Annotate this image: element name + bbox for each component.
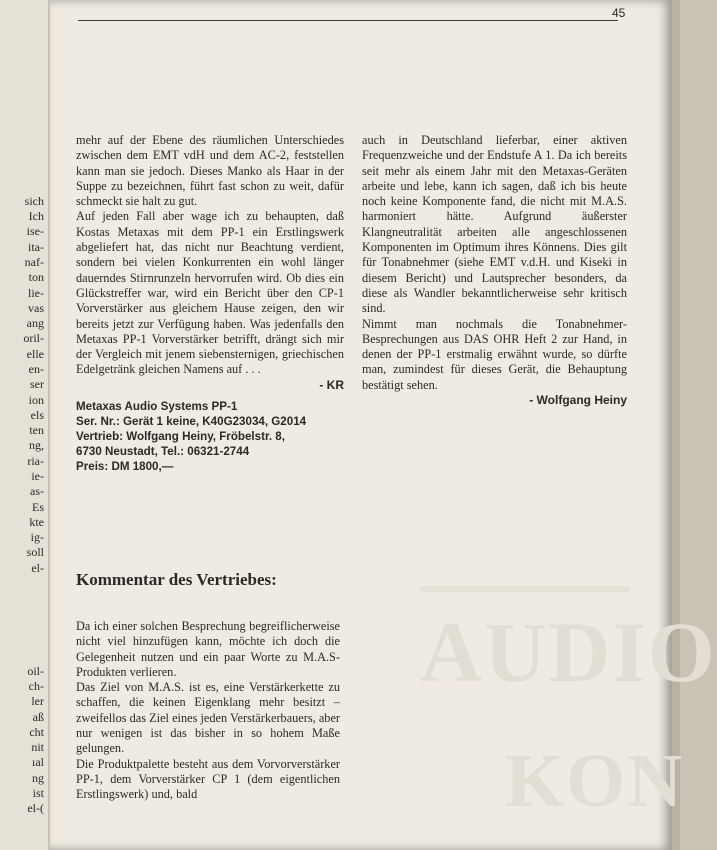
left-page-fragment: soll	[26, 545, 44, 559]
left-page-fragment: ser	[30, 377, 44, 391]
product-address: 6730 Neustadt, Tel.: 06321-2744	[76, 445, 250, 459]
paragraph: Die Produktpalette besteht aus dem Vorvorverstärker PP-1, dem Vorverstärker CP 1 (dem eigentlichen Erstlingswerk) und, bald	[76, 756, 340, 802]
left-page-fragment: ler	[31, 694, 44, 708]
watermark-kon: KON	[505, 739, 685, 823]
product-distribution: Vertrieb: Wolfgang Heiny, Fröbelstr. 8,	[76, 430, 285, 444]
paragraph: Da ich einer solchen Besprechung begreiflicherweise nicht viel hinzufügen kann, möchte ich doch die Gelegenheit nutzen und ein paar Worte zu M.A.S-Produkten verlieren.	[76, 619, 340, 679]
left-page-edge	[0, 0, 48, 850]
left-page-fragment: oil-	[27, 664, 44, 678]
left-page-fragment: ria-	[27, 454, 44, 468]
left-page-fragment: aß	[32, 710, 44, 724]
paragraph: Auf jeden Fall aber wage ich zu behaupten, daß Kostas Metaxas mit dem PP-1 ein Erstlingswerk abgeliefert hat, das nicht nur Beachtung verdient, sondern bei vielen Konkurrenten ein wohl länger dauerndes Stirnrunzeln hervorrufen wird. Ob dies ein Glückstreffer war, wird ein Bericht über den CP-1 Vorverstärker aus gleichem Hause zeigen, den wir bereits jetzt zur Verfügung haben. Was jedenfalls den Metaxas PP-1 Vorverstärker betrifft, drängt sich mir der Vergleich mit jenem siebensternigen, griechischen Edelgetränk gleichen Namens auf . . .	[76, 209, 344, 377]
product-serial: Ser. Nr.: Gerät 1 keine, K40G23034, G2014	[76, 415, 307, 429]
left-page-fragment: Es	[32, 500, 44, 514]
left-page-fragment: kte	[29, 515, 44, 529]
left-page-fragment: ng	[32, 771, 44, 785]
product-price: Preis: DM 1800,—	[76, 460, 174, 474]
left-page-fragment: ten	[29, 423, 44, 437]
left-page-fragment: en-	[28, 362, 44, 376]
author-signature: - KR	[319, 377, 344, 392]
left-page-fragment: naf-	[24, 255, 44, 269]
left-page-fragment: ie-	[31, 469, 44, 483]
paragraph: Nimmt man nochmals die Tonabnehmer-Besprechungen aus DAS OHR Heft 2 zur Hand, in denen der PP-1 erstmalig erwähnt wurde, so dürfte man, zumindest für dieses Gerät, die Behauptung bestätigt sehen.	[362, 316, 627, 392]
left-page-fragment: ise-	[26, 224, 44, 238]
section-heading: Kommentar des Vertriebes:	[76, 570, 277, 589]
left-page-fragment: vas	[28, 301, 44, 315]
page-number: 45	[612, 6, 626, 20]
left-page-fragment: els	[30, 408, 44, 422]
left-page-fragment: elle	[26, 347, 44, 361]
left-page-fragment: lie-	[28, 286, 44, 300]
left-page-fragment: Ich	[28, 209, 44, 223]
left-page-fragment: ion	[28, 393, 44, 407]
left-page-fragment: ang	[26, 316, 44, 330]
product-info	[76, 399, 344, 474]
left-page-fragment: sich	[24, 194, 44, 208]
left-page-fragment: nit	[31, 740, 44, 754]
watermark-audio: AUDIO	[420, 604, 717, 700]
product-name: Metaxas Audio Systems PP-1	[76, 400, 238, 414]
paragraph: Das Ziel von M.A.S. ist es, eine Verstärkerkette zu schaffen, die keinen Eigenklang mehr besitzt – zweifellos das Ziel eines jeden Verstärkerbauers, aber nur wenigen ist das bisher in so hohem Maße gelungen.	[76, 680, 340, 756]
left-page-fragment: cht	[29, 725, 44, 739]
article-column-2	[362, 133, 627, 408]
left-page-fragment: ton	[28, 270, 44, 284]
watermark-bleed-line	[420, 586, 630, 592]
paragraph: auch in Deutschland lieferbar, einer aktiven Frequenzweiche und der Endstufe A 1. Da ich bereits seit mehr als einem Jahr mit den Metaxas-Geräten arbeite und lebe, kann ich sagen, daß ich bis heute noch keine Komponente fand, die nicht mit M.A.S. harmoniert hätte. Aufgrund äußerster Klangneutralität arbeiten alle angeschlossenen Komponenten im Optimum ihres Könnens. Dies gilt für Tonabnehmer (siehe EMT v.d.H. und Kiseki in diesem Bericht) und Lautsprecher besonders, da diese als Wandler bekanntlicherweise sehr kritisch sind.	[362, 133, 627, 316]
left-page-fragment: as-	[30, 484, 44, 498]
paragraph: mehr auf der Ebene des räumlichen Unterschiedes zwischen dem EMT vdH und dem AC-2, feststellen kann man sie jedoch. Dieses Manko als Haar in der Suppe zu bezeichnen, führt fast schon zu weit, dafür schmeckt sie halt zu gut.	[76, 133, 344, 209]
left-page-fragment: ig-	[30, 530, 44, 544]
right-page-edge	[672, 0, 680, 850]
left-page-fragment: el-	[31, 561, 44, 575]
left-page-fragment: ita-	[28, 240, 44, 254]
header-rule	[78, 20, 618, 21]
left-page-fragment: el-(	[27, 801, 44, 815]
left-page-fragment: oril-	[23, 331, 44, 345]
left-page-fragment: ist	[32, 786, 44, 800]
kommentar-column	[76, 619, 340, 803]
left-page-fragment: ıal	[32, 755, 44, 769]
article-column-1	[76, 133, 344, 474]
author-signature: - Wolfgang Heiny	[529, 393, 627, 408]
left-page-fragment: ch-	[28, 679, 44, 693]
left-page-fragment: ng,	[29, 438, 44, 452]
